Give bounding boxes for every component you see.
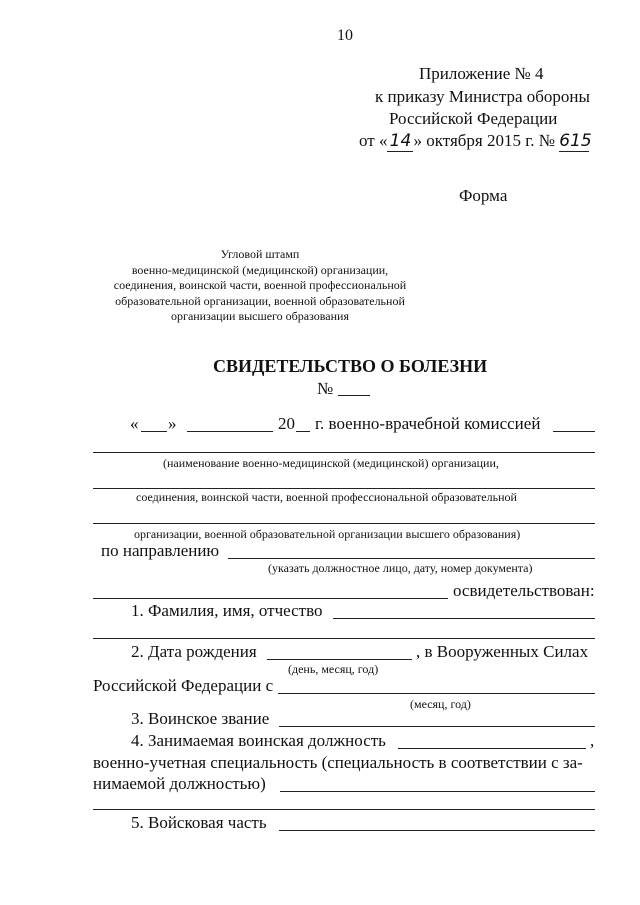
field-full-name-label: 1. Фамилия, имя, отчество <box>131 601 323 620</box>
field-position-label: 4. Занимаемая воинская должность <box>131 731 386 750</box>
unit-line <box>279 830 595 831</box>
organization-line-3 <box>93 523 595 524</box>
organization-line-2 <box>93 488 595 489</box>
field-unit-label: 5. Войсковая часть <box>131 813 267 832</box>
service-since-hint: (месяц, год) <box>410 697 471 711</box>
year-prefix: 20 <box>278 414 295 433</box>
field-rank-label: 3. Воинское звание <box>131 709 270 728</box>
number-label: № <box>317 379 334 398</box>
year-blank <box>296 431 310 432</box>
appendix-federation: Российской Федерации <box>389 109 558 128</box>
corner-stamp-block <box>95 247 425 325</box>
examined-line <box>93 598 448 599</box>
service-since-line <box>278 693 595 694</box>
specialty-text: военно-учетная специальность (специальность в соответствии с за- <box>93 753 583 772</box>
position-line <box>398 748 586 749</box>
quote-open: « <box>130 414 139 433</box>
organization-hint-2: соединения, воинской части, военной профессиональной образовательной <box>136 490 517 504</box>
rank-line <box>279 726 595 727</box>
document-title: СВИДЕТЕЛЬСТВО О БОЛЕЗНИ <box>213 356 488 376</box>
direction-line <box>228 558 595 559</box>
stamp-line: военно-медицинской (медицинской) организации, <box>131 262 389 277</box>
organization-hint-3: организации, военной образовательной организации высшего образования) <box>134 527 521 541</box>
stamp-line: организации высшего образования <box>171 309 349 323</box>
form-label: Форма <box>459 186 508 205</box>
specialty-text-2: нимаемой должностью) <box>93 774 266 793</box>
quote-close: » <box>168 414 177 433</box>
birth-date-line <box>267 659 412 660</box>
commission-label: г. военно-врачебной комиссией <box>315 414 541 433</box>
stamp-line: Угловой штамп <box>220 247 300 261</box>
field-birth-date-label: 2. Дата рождения <box>131 642 257 661</box>
date-prefix: от « <box>359 131 388 150</box>
position-comma: , <box>590 731 595 750</box>
specialty-line-2 <box>93 809 595 810</box>
month-blank <box>187 431 273 432</box>
full-name-line-2 <box>93 638 595 639</box>
appendix-title: Приложение № 4 <box>419 64 544 83</box>
page-number: 10 <box>337 27 353 44</box>
direction-hint: (указать должностное лицо, дату, номер документа) <box>268 561 533 575</box>
number-blank <box>338 395 370 396</box>
organization-line-1 <box>93 452 595 453</box>
examined-label: освидетельствован: <box>453 581 595 600</box>
stamp-line: соединения, воинской части, военной профессиональной <box>113 278 407 292</box>
specialty-line <box>280 791 595 792</box>
appendix-date <box>359 131 592 152</box>
direction-label: по направлению <box>101 541 220 560</box>
armed-forces-label: , в Вооруженных Силах <box>416 642 589 661</box>
organization-hint-1: (наименование военно-медицинской (медицинской) организации, <box>163 456 499 470</box>
commission-blank <box>553 431 595 432</box>
birth-date-hint: (день, месяц, год) <box>288 662 379 676</box>
date-suffix: » октября 2015 г. № <box>413 131 556 150</box>
order-number-handwritten: 615 <box>559 131 592 151</box>
full-name-line <box>333 618 595 619</box>
day-handwritten: 14 <box>387 131 413 152</box>
stamp-line: образовательной организации, военной образовательной <box>115 293 405 308</box>
service-since-label: Российской Федерации с <box>93 676 274 695</box>
day-blank <box>141 431 167 432</box>
appendix-order: к приказу Министра обороны <box>375 87 590 106</box>
